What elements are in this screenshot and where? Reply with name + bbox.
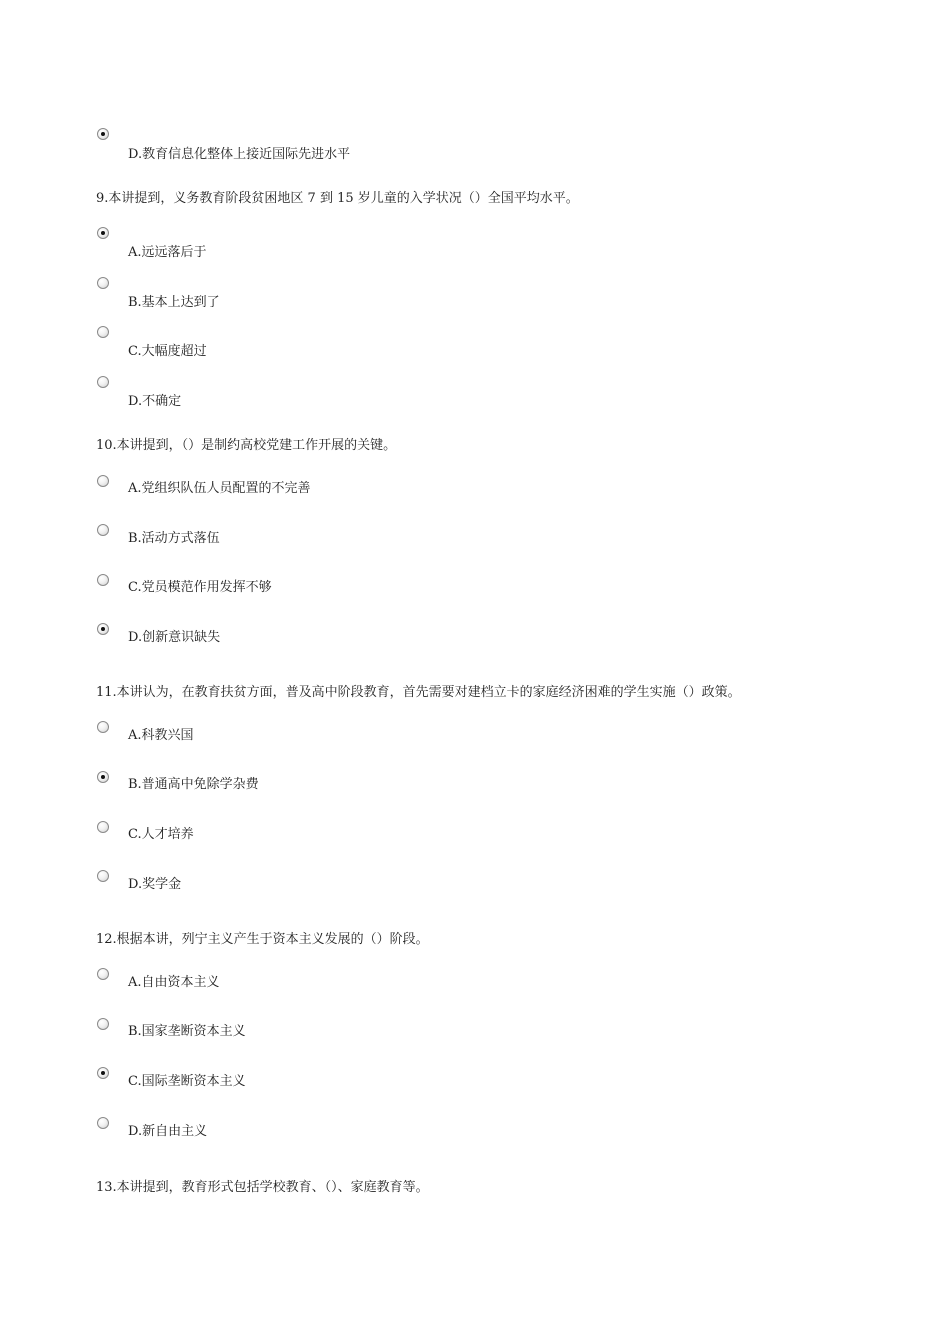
question-10-text: 10.本讲提到，（）是制约高校党建工作开展的关键。 (96, 438, 397, 453)
radio-q10-b[interactable] (97, 524, 109, 536)
radio-q10-d[interactable] (97, 623, 109, 635)
radio-q11-d[interactable] (97, 870, 109, 882)
question-11-text: 11.本讲认为，在教育扶贫方面，普及高中阶段教育，首先需要对建档立卡的家庭经济困难的学生实施（）政策。 (96, 685, 741, 700)
option-q12-d-label: D.新自由主义 (128, 1124, 208, 1139)
option-q8-d-label: D.教育信息化整体上接近国际先进水平 (128, 147, 351, 162)
option-q9-c-label: C.大幅度超过 (128, 344, 207, 359)
option-q9-d-label: D.不确定 (128, 394, 182, 409)
radio-q9-c[interactable] (97, 326, 109, 338)
option-q9-b-label: B.基本上达到了 (128, 295, 220, 310)
radio-q12-c[interactable] (97, 1067, 109, 1079)
option-q10-a-label: A.党组织队伍人员配置的不完善 (128, 481, 311, 496)
radio-q8-d[interactable] (97, 128, 109, 140)
option-q11-a-label: A.科教兴国 (128, 728, 194, 743)
option-q11-d-label: D.奖学金 (128, 877, 182, 892)
radio-q10-c[interactable] (97, 574, 109, 586)
option-q10-c-label: C.党员模范作用发挥不够 (128, 580, 272, 595)
option-q10-d-label: D.创新意识缺失 (128, 630, 221, 645)
radio-q9-d[interactable] (97, 376, 109, 388)
radio-q12-a[interactable] (97, 968, 109, 980)
option-q12-a-label: A.自由资本主义 (128, 975, 220, 990)
radio-q11-a[interactable] (97, 721, 109, 733)
question-12-text: 12.根据本讲，列宁主义产生于资本主义发展的（）阶段。 (96, 932, 429, 947)
option-q11-c-label: C.人才培养 (128, 827, 194, 842)
option-q12-b-label: B.国家垄断资本主义 (128, 1024, 246, 1039)
option-q10-b-label: B.活动方式落伍 (128, 531, 220, 546)
radio-q11-c[interactable] (97, 821, 109, 833)
radio-q11-b[interactable] (97, 771, 109, 783)
radio-q10-a[interactable] (97, 475, 109, 487)
option-q9-a-label: A.远远落后于 (128, 245, 207, 260)
radio-q9-a[interactable] (97, 227, 109, 239)
radio-q9-b[interactable] (97, 277, 109, 289)
radio-q12-b[interactable] (97, 1018, 109, 1030)
radio-q12-d[interactable] (97, 1117, 109, 1129)
question-9-text: 9.本讲提到，义务教育阶段贫困地区 7 到 15 岁儿童的入学状况（）全国平均水平。 (96, 191, 579, 206)
question-13-text: 13.本讲提到，教育形式包括学校教育、（）、家庭教育等。 (96, 1180, 429, 1195)
option-q12-c-label: C.国际垄断资本主义 (128, 1074, 246, 1089)
option-q11-b-label: B.普通高中免除学杂费 (128, 777, 259, 792)
